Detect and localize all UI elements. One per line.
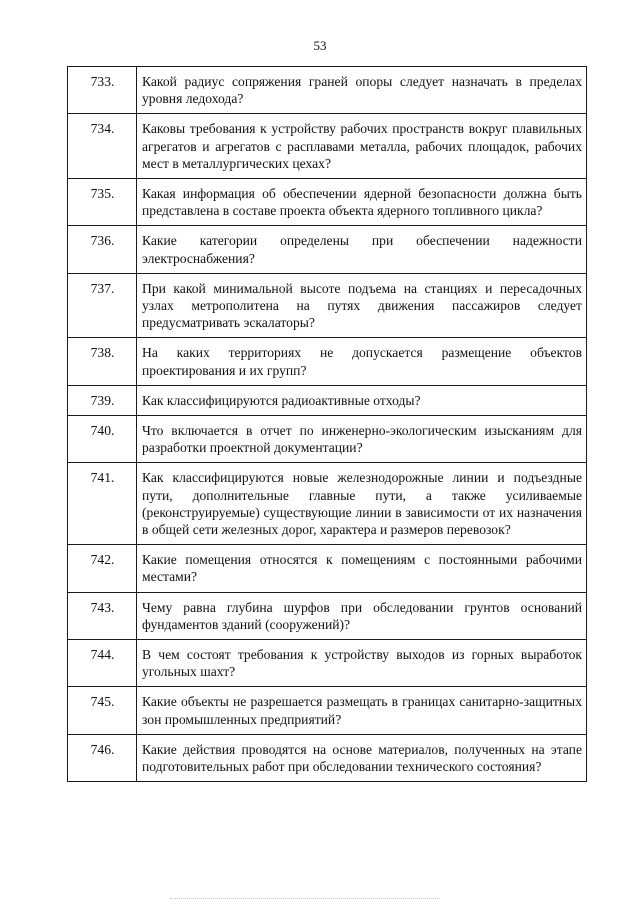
question-number: 737.: [68, 273, 137, 338]
question-text: Какие действия проводятся на основе материалов, полученных на этапе подготовительных работ при обследовании технического состояния?: [137, 734, 587, 781]
question-row: [68, 640, 587, 687]
question-text: Как классифицируются радиоактивные отходы?: [137, 385, 587, 415]
question-number: 738.: [68, 338, 137, 385]
questions-table: [67, 66, 587, 782]
question-row: [68, 687, 587, 734]
question-number: 736.: [68, 226, 137, 273]
question-row: [68, 463, 587, 545]
question-text: Какие помещения относятся к помещениям с постоянными рабочими местами?: [137, 545, 587, 592]
question-number: 735.: [68, 179, 137, 226]
question-row: [68, 545, 587, 592]
question-text: Чему равна глубина шурфов при обследовании грунтов оснований фундаментов зданий (сооружений)?: [137, 592, 587, 639]
question-row: [68, 416, 587, 463]
question-text: Какой радиус сопряжения граней опоры следует назначать в пределах уровня ледохода?: [137, 67, 587, 114]
question-text: В чем состоят требования к устройству выходов из горных выработок угольных шахт?: [137, 640, 587, 687]
question-row: [68, 734, 587, 781]
question-text: Каковы требования к устройству рабочих пространств вокруг плавильных агрегатов и агрегатов с расплавами металла, рабочих площадок, рабочих мест в металлургических цехах?: [137, 114, 587, 179]
question-number: 746.: [68, 734, 137, 781]
questions-table-body: [68, 67, 587, 782]
question-row: [68, 338, 587, 385]
question-number: 744.: [68, 640, 137, 687]
question-text: Как классифицируются новые железнодорожные линии и подъездные пути, дополнительные главные пути, а также усиливаемые (реконструируемые) существующие линии в зависимости от их назначения в общей сети железных дорог, характера и размеров перевозок?: [137, 463, 587, 545]
question-text: Какая информация об обеспечении ядерной безопасности должна быть представлена в составе проекта объекта ядерного топливного цикла?: [137, 179, 587, 226]
footer-scan-artifact: [170, 898, 440, 902]
question-number: 734.: [68, 114, 137, 179]
question-number: 739.: [68, 385, 137, 415]
question-row: [68, 114, 587, 179]
question-row: [68, 226, 587, 273]
question-number: 733.: [68, 67, 137, 114]
question-number: 740.: [68, 416, 137, 463]
question-number: 742.: [68, 545, 137, 592]
question-row: [68, 592, 587, 639]
question-text: При какой минимальной высоте подъема на станциях и пересадочных узлах метрополитена на путях движения пассажиров следует предусматривать эскалаторы?: [137, 273, 587, 338]
question-row: [68, 179, 587, 226]
question-text: Какие категории определены при обеспечении надежности электроснабжения?: [137, 226, 587, 273]
question-number: 745.: [68, 687, 137, 734]
question-row: [68, 385, 587, 415]
question-text: На каких территориях не допускается размещение объектов проектирования и их групп?: [137, 338, 587, 385]
question-number: 743.: [68, 592, 137, 639]
question-row: [68, 273, 587, 338]
question-row: [68, 67, 587, 114]
page-number: 53: [313, 38, 327, 53]
question-text: Что включается в отчет по инженерно-экологическим изысканиям для разработки проектной документации?: [137, 416, 587, 463]
question-number: 741.: [68, 463, 137, 545]
question-text: Какие объекты не разрешается размещать в границах санитарно-защитных зон промышленных предприятий?: [137, 687, 587, 734]
